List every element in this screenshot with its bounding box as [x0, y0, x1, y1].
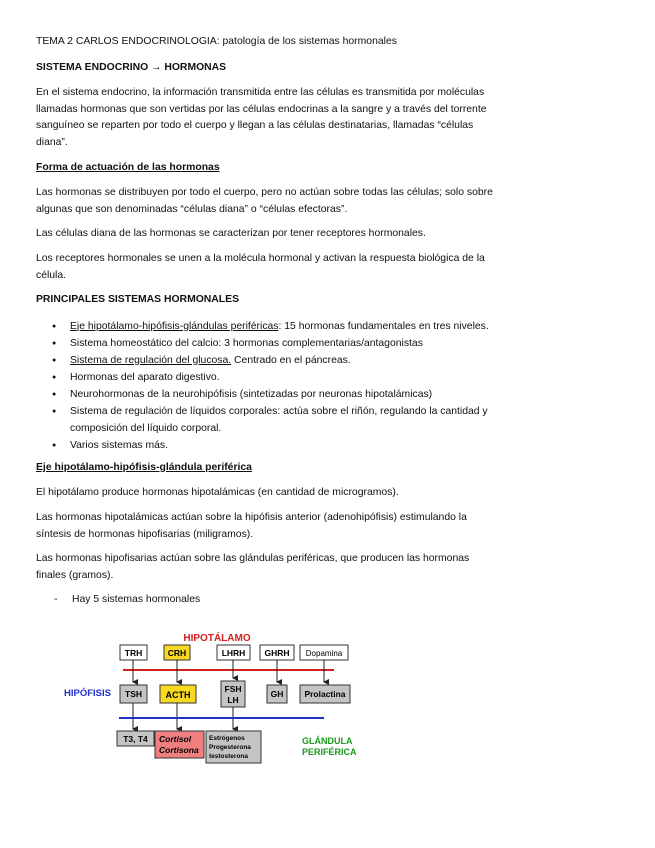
axis-link[interactable]: Eje hipotálamo-hipófisis-glándulas periféricas	[70, 320, 279, 332]
text-line: Las hormonas se distribuyen por todo el cuerpo, pero no actúan sobre todas las células; solo sobre	[36, 187, 493, 199]
dash-item-text: Hay 5 sistemas hormonales	[72, 594, 201, 606]
text-line: llamadas hormonas que son vertidas por las células endocrinas a la sangre y a través del torrente	[36, 103, 487, 115]
text-line: diana”.	[36, 136, 68, 148]
text-line: Las hormonas hipofisarias actúan sobre las glándulas periféricas, que producen las hormonas	[36, 553, 470, 565]
arrows-mid	[133, 703, 233, 729]
label-fsh: FSH	[224, 684, 242, 694]
label-tsh: TSH	[125, 689, 142, 699]
label-t3-t4: T3, T4	[123, 734, 148, 744]
label-gh: GH	[270, 689, 284, 699]
text-line: sanguíneo se reparten por todo el cuerpo y llegan a las células destinatarias, llamadas “células	[36, 120, 474, 132]
label-crh: CRH	[167, 648, 187, 658]
label-trh: TRH	[124, 648, 143, 658]
hypothalamus-label: HIPOTÁLAMO	[183, 633, 251, 644]
list-item-text: Centrado en el páncreas.	[231, 354, 351, 366]
text-line: célula.	[36, 269, 67, 281]
heading-hormone-action: Forma de actuación de las hormonas	[36, 161, 220, 173]
label-cortisona: Cortisona	[159, 745, 199, 755]
heading-main-systems: PRINCIPALES SISTEMAS HORMONALES	[36, 294, 240, 306]
label-testosterona: testosterona	[209, 753, 249, 760]
top-row	[120, 645, 348, 660]
list-item: ● Hormonas del aparato digestivo.	[70, 369, 596, 386]
label-ghrh: GHRH	[264, 648, 290, 658]
label-acth: ACTH	[165, 690, 191, 700]
list-item: ● Neurohormonas de la neurohipófisis (sintetizadas por neuronas hipotalámicas)	[70, 386, 596, 403]
list-item: ● Varios sistemas más.	[70, 437, 596, 454]
text-line: síntesis de hormonas hipofisarias (miligramos).	[36, 528, 254, 540]
glucose-link[interactable]: Sistema de regulación del glucosa.	[70, 354, 232, 366]
list-item-text: Sistema de regulación de líquidos corporales: actúa sobre el riñón, regulando la cantidad y	[70, 405, 488, 417]
text-line: finales (gramos).	[36, 569, 114, 581]
text-line: Las hormonas hipotalámicas actúan sobre la hipófisis anterior (adenohipófisis) estimulando la	[36, 511, 467, 523]
text-line: Las células diana de las hormonas se caracterizan por tener receptores hormonales.	[36, 228, 426, 240]
bottom-row	[117, 731, 261, 763]
document-title: TEMA 2 CARLOS ENDOCRINOLOGIA: patología de los sistemas hormonales	[36, 36, 397, 47]
label-lh: LH	[227, 695, 239, 705]
list-item-text: : 15 hormonas fundamentales en tres niveles.	[278, 320, 489, 332]
label-lhrh: LHRH	[221, 648, 246, 658]
heading-endocrine-system: SISTEMA ENDOCRINO → HORMONAS	[36, 61, 227, 73]
gland-label-2: PERIFÉRICA	[302, 747, 357, 757]
middle-row	[120, 681, 350, 707]
text-line: El hipotálamo produce hormonas hipotalámicas (en cantidad de microgramos).	[36, 487, 399, 499]
text-line: En el sistema endocrino, la información transmitida entre las células es transmitida por moléculas	[36, 87, 485, 99]
list-item: ● Sistema homeostático del calcio: 3 hormonas complementarias/antagonistas	[70, 335, 596, 352]
label-prolactina: Prolactina	[304, 689, 346, 699]
text-line: Los receptores hormonales se unen a la molécula hormonal y activan la respuesta biológica de la	[36, 252, 485, 264]
label-progesterona: Progesterona	[209, 744, 251, 751]
label-dopamina: Dopamina	[305, 649, 343, 658]
dash-marker: -	[54, 594, 58, 606]
label-cortisol: Cortisol	[159, 734, 192, 744]
pituitary-label: HIPÓFISIS	[64, 688, 111, 699]
label-estrogenos: Estrógenos	[209, 735, 245, 742]
gland-label-1: GLÁNDULA	[302, 736, 353, 746]
list-item-text: composición del líquido corporal.	[70, 422, 222, 434]
text-line: algunas que son denominadas “células diana” o “células efectoras”.	[36, 203, 348, 215]
heading-axis: Eje hipotálamo-hipófisis-glándula periférica	[36, 461, 252, 473]
